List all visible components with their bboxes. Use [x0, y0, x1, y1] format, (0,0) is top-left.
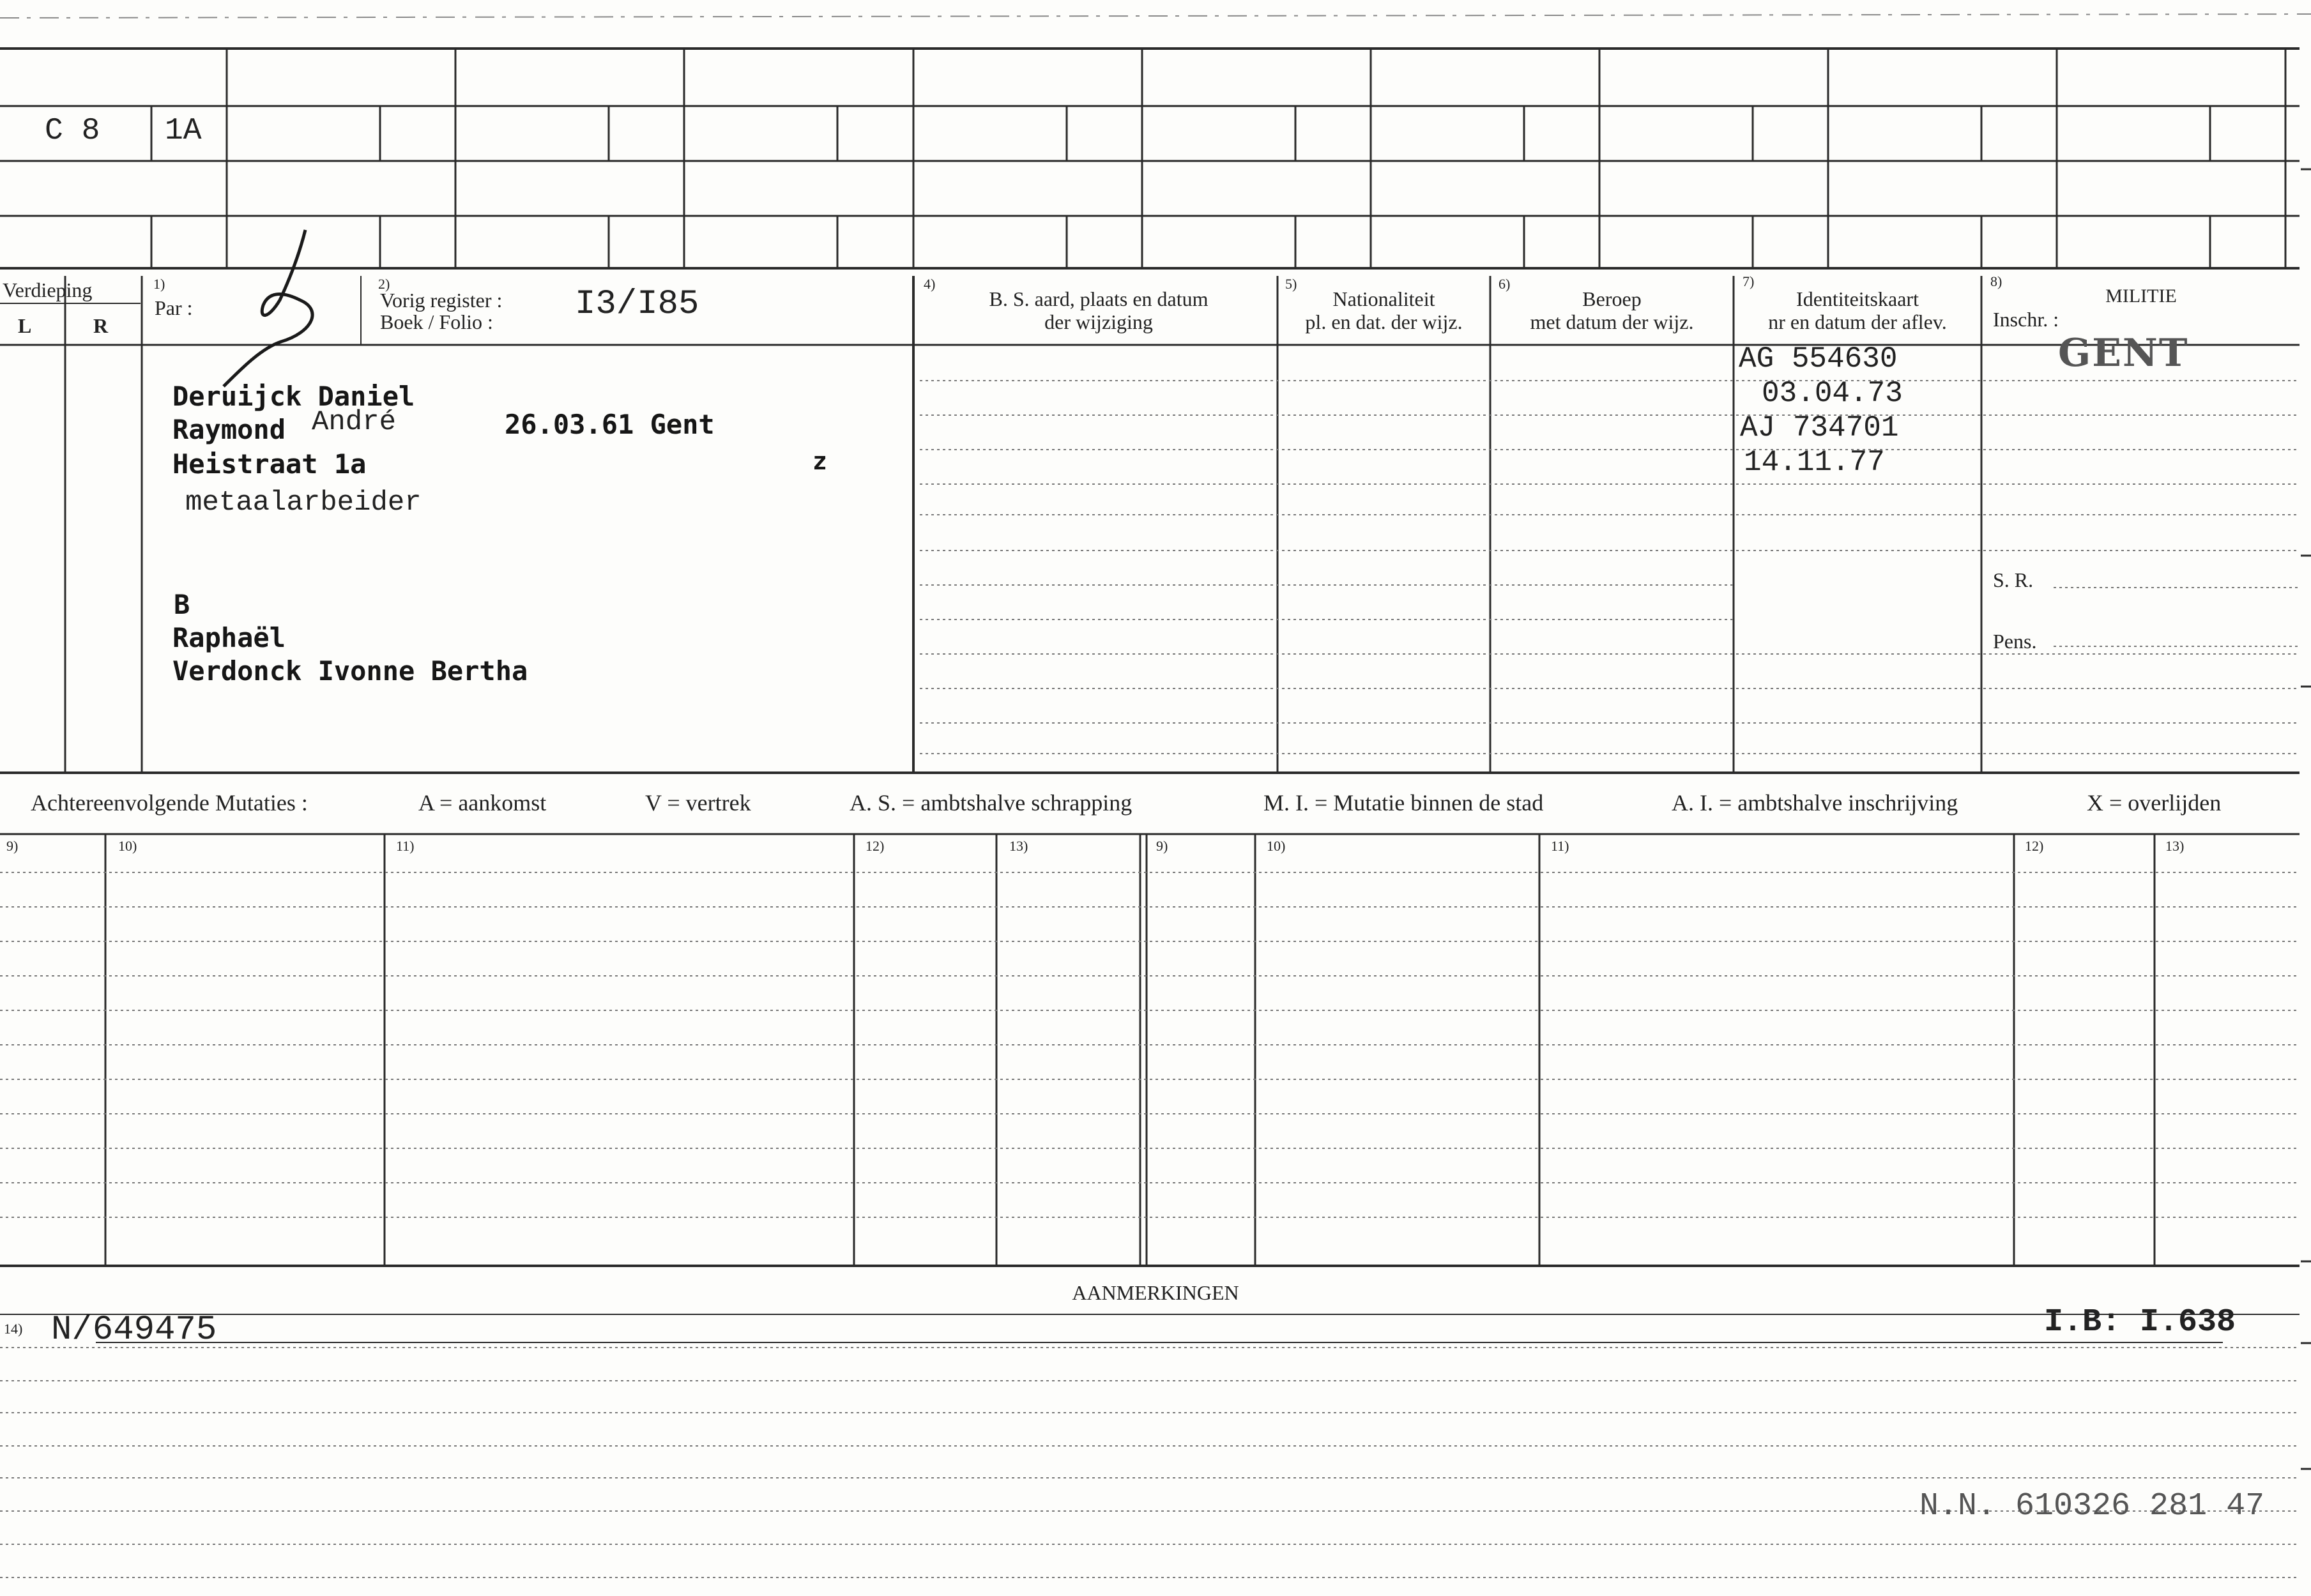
col-9-right: 9) [1156, 838, 1168, 854]
id-date-1: 03.04.73 [1762, 377, 1903, 410]
nationaliteit-label-2: pl. en dat. der wijz. [1305, 310, 1463, 333]
national-number: N.N. 610326 281 47 [1919, 1488, 2265, 1524]
field-number-14: 14) [4, 1321, 23, 1337]
militie-label: MILITIE [2105, 285, 2177, 307]
b-mark: B [174, 589, 190, 620]
col-12-right: 12) [2025, 838, 2044, 854]
person-occupation: metaalarbeider [185, 487, 422, 519]
field-number-1: 1) [153, 276, 165, 292]
field-number-5: 5) [1285, 276, 1297, 292]
gent-stamp: GENT [2058, 331, 2189, 376]
sr-label: S. R. [1993, 568, 2034, 591]
z-mark: z [812, 447, 827, 475]
mutaties-title: Achtereenvolgende Mutaties : [31, 790, 308, 816]
col-12-left: 12) [866, 838, 885, 854]
person-name-line2: Raymond [172, 414, 286, 445]
field-number-6: 6) [1499, 276, 1511, 292]
id-card-1: AG 554630 [1739, 342, 1898, 376]
verdieping-label: Verdieping [3, 278, 93, 301]
person-birth: 26.03.61 Gent [505, 409, 715, 440]
legend-aankomst: A = aankomst [418, 790, 547, 816]
field-number-7: 7) [1743, 273, 1755, 289]
code-c8: C 8 [45, 114, 100, 148]
field-number-8: 8) [1990, 273, 2002, 289]
col-13-right: 13) [2165, 838, 2185, 854]
parent-mother: Verdonck Ivonne Bertha [172, 655, 528, 687]
col-l-label: L [18, 314, 32, 337]
person-name-andre: André [312, 406, 397, 438]
remark-ib-number: I.B: I.638 [2044, 1304, 2236, 1341]
col-9-left: 9) [6, 838, 19, 854]
col-r-label: R [93, 314, 109, 337]
legend-overlijden: X = overlijden [2087, 790, 2222, 816]
boek-folio-label: Boek / Folio : [380, 310, 493, 333]
col-10-left: 10) [118, 838, 137, 854]
field-number-4: 4) [924, 276, 936, 292]
field-number-2: 2) [378, 276, 390, 292]
legend-vertrek: V = vertrek [645, 790, 751, 816]
legend-ambtshalve-inschrijving: A. I. = ambtshalve inschrijving [1672, 790, 1958, 816]
person-address: Heistraat 1a [172, 448, 367, 480]
legend-ambtshalve-schrapping: A. S. = ambtshalve schrapping [850, 790, 1133, 816]
remark-n-number: N/649475 [51, 1311, 217, 1349]
parent-father: Raphaël [172, 622, 286, 653]
id-card-2: AJ 734701 [1740, 411, 1899, 445]
pens-label: Pens. [1993, 630, 2037, 653]
legend-mutatie-binnen-stad: M. I. = Mutatie binnen de stad [1263, 790, 1544, 816]
inschr-label: Inschr. : [1993, 308, 2059, 331]
code-1a: 1A [165, 114, 202, 148]
col-11-right: 11) [1551, 838, 1569, 854]
identiteitskaart-label-2: nr en datum der aflev. [1768, 310, 1947, 333]
col-11-left: 11) [396, 838, 415, 854]
par-handwritten-mark [224, 230, 312, 386]
person-name-line1: Deruijck Daniel [172, 381, 415, 412]
bs-label-1: B. S. aard, plaats en datum [989, 287, 1209, 310]
identiteitskaart-label-1: Identiteitskaart [1796, 287, 1919, 310]
nationaliteit-label-1: Nationaliteit [1332, 287, 1435, 310]
aanmerkingen-title: AANMERKINGEN [1072, 1281, 1239, 1304]
id-date-2: 14.11.77 [1744, 446, 1885, 479]
col-10-right: 10) [1267, 838, 1286, 854]
vorig-register-value: I3/I85 [575, 285, 699, 324]
par-label: Par : [155, 296, 193, 319]
beroep-label-2: met datum der wijz. [1530, 310, 1694, 333]
bs-label-2: der wijziging [1044, 310, 1153, 333]
col-13-left: 13) [1009, 838, 1028, 854]
vorig-register-label: Vorig register : [380, 289, 503, 312]
beroep-label-1: Beroep [1582, 287, 1642, 310]
